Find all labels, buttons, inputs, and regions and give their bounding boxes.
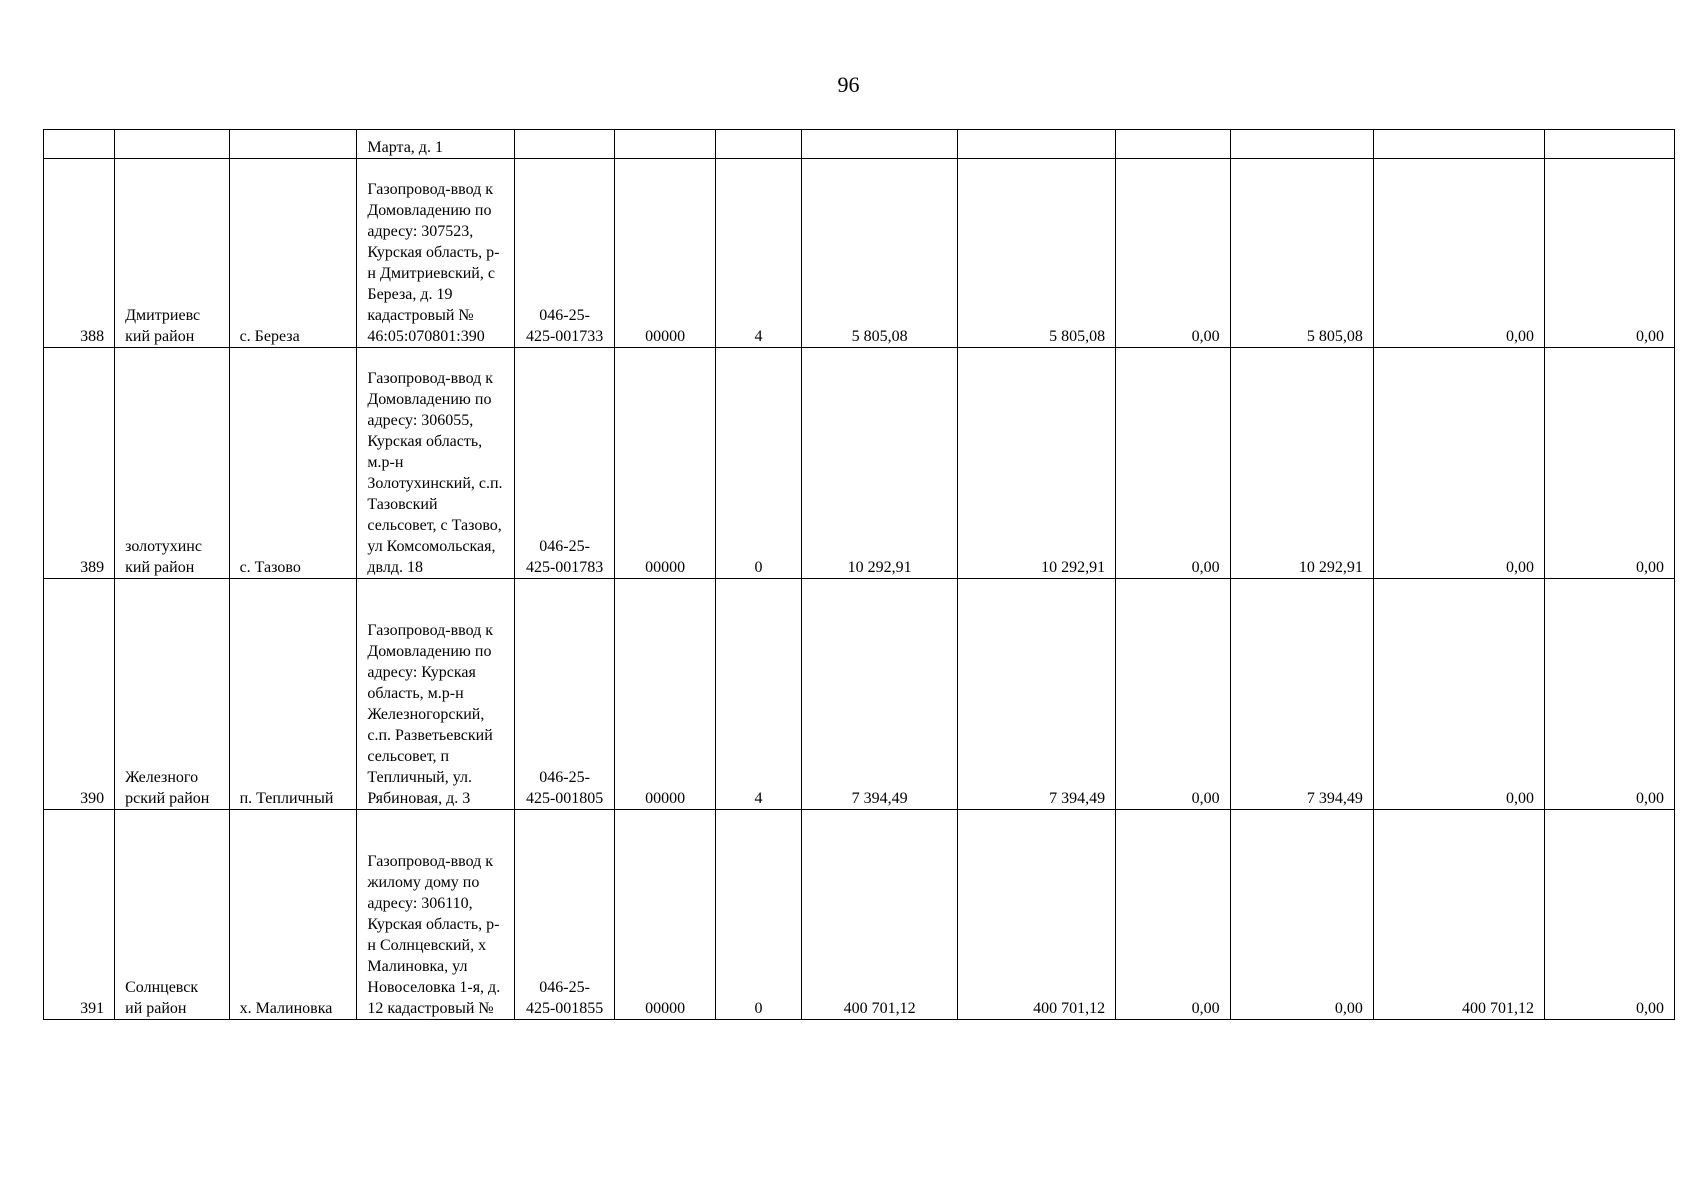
cell-no: 390 [44, 579, 115, 810]
cell-cost-2 [958, 130, 1116, 159]
cell-cost-4: 10 292,91 [1230, 348, 1373, 579]
cell-settlement [229, 130, 357, 159]
cell-cost-2: 10 292,91 [958, 348, 1116, 579]
cell-no: 389 [44, 348, 115, 579]
cell-settlement: х. Малиновка [229, 810, 357, 1020]
cell-cost-3 [1116, 130, 1230, 159]
cell-district: Дмитриевс кий район [115, 159, 229, 348]
cell-district: Солнцевск ий район [115, 810, 229, 1020]
cell-cost-3: 0,00 [1116, 579, 1230, 810]
cell-years: 0 [716, 810, 802, 1020]
cell-cost-5 [1373, 130, 1544, 159]
cell-no: 388 [44, 159, 115, 348]
cell-cost-3: 0,00 [1116, 159, 1230, 348]
cell-cost-6: 0,00 [1545, 159, 1675, 348]
cell-code: 00000 [615, 579, 716, 810]
cell-inventory-no: 046-25-425-001855 [515, 810, 615, 1020]
cell-district [115, 130, 229, 159]
cell-cost-5: 0,00 [1373, 159, 1544, 348]
cell-code: 00000 [615, 159, 716, 348]
cell-initial-cost [801, 130, 958, 159]
cell-initial-cost: 5 805,08 [801, 159, 958, 348]
cell-cost-5: 400 701,12 [1373, 810, 1544, 1020]
cell-object: Газопровод-ввод к Домовладению по адресу: 306055, Курская область, м.р-н Золотухинский, с.п. Тазовский сельсовет, с Тазово, ул Комсомольская, двлд. 18 [357, 348, 515, 579]
cell-code [615, 130, 716, 159]
table-row [44, 810, 1675, 1020]
cell-district: золотухинс кий район [115, 348, 229, 579]
cell-object: Газопровод-ввод к Домовладению по адресу: Курская область, м.р-н Железногорский, с.п. Разветьевский сельсовет, п Тепличный, ул. Рябиновая, д. 3 [357, 579, 515, 810]
cell-cost-2: 5 805,08 [958, 159, 1116, 348]
cell-cost-5: 0,00 [1373, 579, 1544, 810]
cell-initial-cost: 10 292,91 [801, 348, 958, 579]
cell-cost-4: 0,00 [1230, 810, 1373, 1020]
cell-cost-5: 0,00 [1373, 348, 1544, 579]
cell-inventory-no: 046-25-425-001783 [515, 348, 615, 579]
cell-no [44, 130, 115, 159]
cell-cost-4: 5 805,08 [1230, 159, 1373, 348]
cell-years: 4 [716, 579, 802, 810]
table-row [44, 579, 1675, 810]
page-number: 96 [837, 72, 860, 97]
cell-cost-2: 7 394,49 [958, 579, 1116, 810]
cell-cost-2: 400 701,12 [958, 810, 1116, 1020]
cell-inventory-no: 046-25-425-001805 [515, 579, 615, 810]
cell-years: 4 [716, 159, 802, 348]
cell-cost-6 [1545, 130, 1675, 159]
table-row [44, 348, 1675, 579]
cell-settlement: с. Тазово [229, 348, 357, 579]
cell-years [716, 130, 802, 159]
cell-cost-3: 0,00 [1116, 810, 1230, 1020]
cell-district: Железного рский район [115, 579, 229, 810]
cell-cost-6: 0,00 [1545, 579, 1675, 810]
cell-object: Марта, д. 1 [357, 130, 515, 159]
cell-inventory-no: 046-25-425-001733 [515, 159, 615, 348]
cell-cost-4 [1230, 130, 1373, 159]
cell-object: Газопровод-ввод к жилому дому по адресу: 306110, Курская область, р-н Солнцевский, х Малиновка, ул Новоселовка 1-я, д. 12 кадастровый № [357, 810, 515, 1020]
cell-initial-cost: 7 394,49 [801, 579, 958, 810]
cell-no: 391 [44, 810, 115, 1020]
cell-initial-cost: 400 701,12 [801, 810, 958, 1020]
cell-settlement: с. Береза [229, 159, 357, 348]
register-table [43, 129, 1675, 1020]
cell-code: 00000 [615, 810, 716, 1020]
cell-object: Газопровод-ввод к Домовладению по адресу: 307523, Курская область, р-н Дмитриевский, с Береза, д. 19 кадастровый № 46:05:070801:390 [357, 159, 515, 348]
cell-settlement: п. Тепличный [229, 579, 357, 810]
cell-years: 0 [716, 348, 802, 579]
cell-cost-6: 0,00 [1545, 348, 1675, 579]
cell-cost-4: 7 394,49 [1230, 579, 1373, 810]
cell-inventory-no [515, 130, 615, 159]
cell-cost-6: 0,00 [1545, 810, 1675, 1020]
cell-code: 00000 [615, 348, 716, 579]
table-row-continuation [44, 130, 1675, 159]
cell-cost-3: 0,00 [1116, 348, 1230, 579]
table-row [44, 159, 1675, 348]
